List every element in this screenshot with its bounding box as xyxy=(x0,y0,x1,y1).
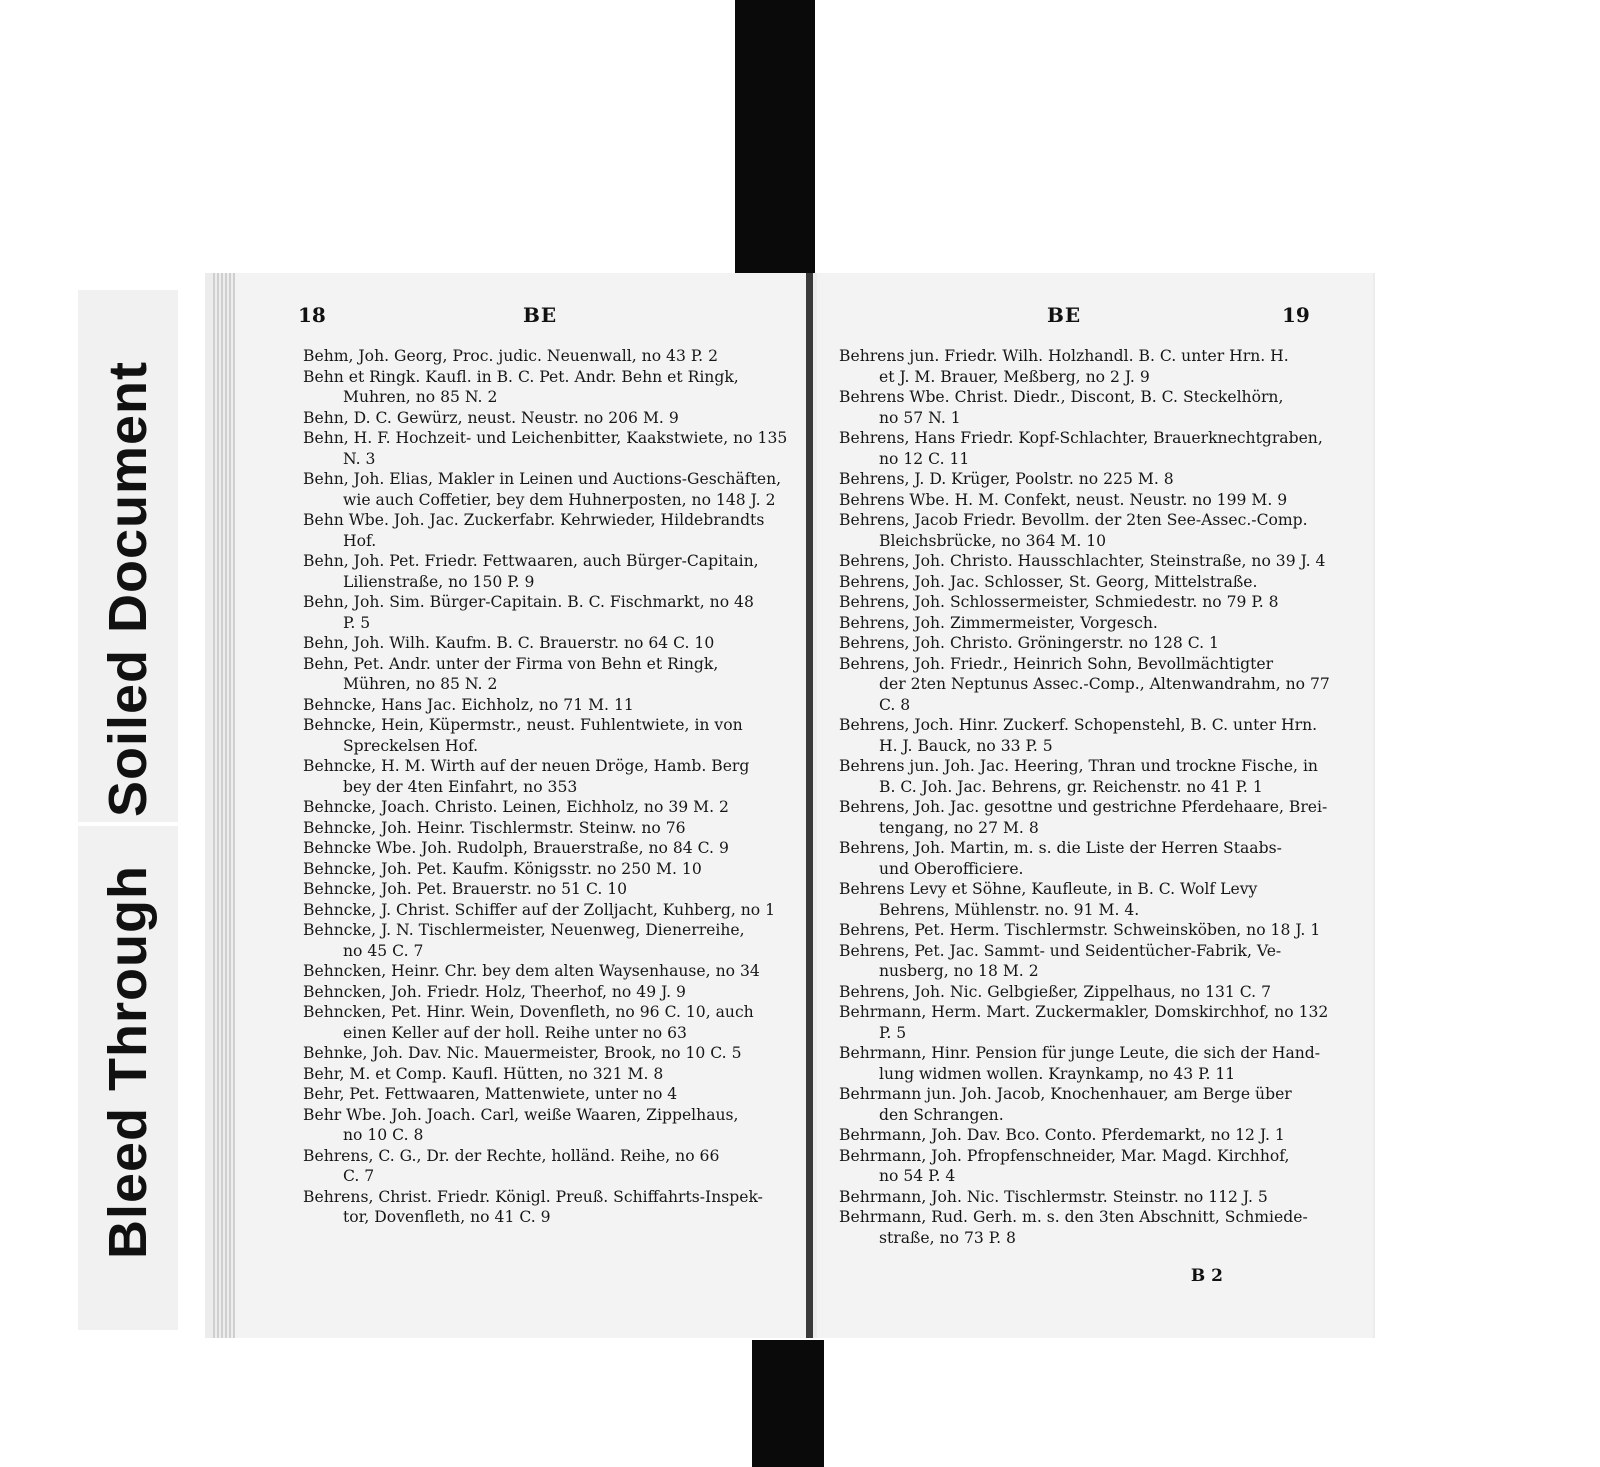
entry-continuation: lung widmen wollen. Kraynkamp, no 43 P. 11 xyxy=(879,1064,1236,1083)
right-page xyxy=(817,273,1373,1338)
directory-entry xyxy=(303,879,803,900)
entry-line: Behncke, Joh. Heinr. Tischlermstr. Steinw. no 76 xyxy=(303,818,686,837)
entry-continuation: no 45 C. 7 xyxy=(343,941,424,960)
entry-line: Behrens, Joh. Christo. Gröningerstr. no 128 C. 1 xyxy=(839,634,1219,652)
left-page xyxy=(213,273,813,1338)
directory-entry xyxy=(303,838,803,859)
directory-entry xyxy=(303,818,803,839)
directory-entry xyxy=(839,1084,1359,1125)
directory-entry xyxy=(303,756,803,797)
directory-entry xyxy=(839,797,1359,838)
directory-entry xyxy=(839,1146,1359,1187)
directory-entry xyxy=(303,859,803,880)
directory-entry xyxy=(839,1043,1359,1084)
directory-entry xyxy=(839,633,1359,654)
entry-line: Behrmann, Joh. Nic. Tischlermstr. Steinstr. no 112 J. 5 xyxy=(839,1187,1268,1206)
directory-entry xyxy=(303,551,803,592)
entry-continuation: Behrens, Mühlenstr. no. 91 M. 4. xyxy=(879,900,1140,919)
directory-entry xyxy=(303,1043,803,1064)
entry-continuation: Bleichsbrücke, no 364 M. 10 xyxy=(879,531,1107,550)
entry-line: Behrens, Joh. Nic. Gelbgießer, Zippelhaus, no 131 C. 7 xyxy=(839,982,1272,1001)
directory-entry xyxy=(303,408,803,429)
entry-continuation: Muhren, no 85 N. 2 xyxy=(343,388,498,406)
entry-line: Behrens Wbe. H. M. Confekt, neust. Neustr. no 199 M. 9 xyxy=(839,490,1288,509)
entry-line: Behr, M. et Comp. Kaufl. Hütten, no 321 M. 8 xyxy=(303,1064,664,1083)
entry-continuation: und Oberofficiere. xyxy=(879,859,1024,878)
signature-mark: B 2 xyxy=(1190,1266,1223,1286)
entry-line: Behn Wbe. Joh. Jac. Zuckerfabr. Kehrwieder, Hildebrandts xyxy=(303,511,765,529)
directory-entry xyxy=(303,1002,803,1043)
entry-line: Behn, Joh. Elias, Makler in Leinen und Auctions-Geschäften, xyxy=(303,470,782,488)
directory-entry xyxy=(839,654,1359,716)
directory-entry xyxy=(303,982,803,1003)
directory-entry xyxy=(303,1084,803,1105)
entry-line: Behrens, Joch. Hinr. Zuckerf. Schopenstehl, B. C. unter Hrn. xyxy=(839,716,1318,734)
entry-line: Behncke Wbe. Joh. Rudolph, Brauerstraße, no 84 C. 9 xyxy=(303,839,729,857)
directory-entry xyxy=(839,387,1359,428)
entry-line: Behnke, Joh. Dav. Nic. Mauermeister, Brook, no 10 C. 5 xyxy=(303,1044,742,1062)
side-label xyxy=(78,290,178,1330)
entry-continuation: C. 8 xyxy=(879,695,911,714)
entry-line: Behrens Levy et Söhne, Kaufleute, in B. C. Wolf Levy xyxy=(839,880,1258,898)
side-label-text xyxy=(97,361,159,1259)
directory-entry xyxy=(839,920,1359,941)
entry-continuation: Mühren, no 85 N. 2 xyxy=(343,675,498,693)
entry-line: Behrens, Pet. Herm. Tischlermstr. Schweinsköben, no 18 J. 1 xyxy=(839,921,1321,939)
entry-line: Behncke, Joach. Christo. Leinen, Eichholz, no 39 M. 2 xyxy=(303,798,729,816)
entry-continuation: Spreckelsen Hof. xyxy=(343,736,479,755)
directory-entry xyxy=(303,1105,803,1146)
directory-entry xyxy=(839,1207,1359,1248)
entry-continuation: no 10 C. 8 xyxy=(343,1126,424,1144)
entry-line: Behn, H. F. Hochzeit- und Leichenbitter, Kaakstwiete, no 135 xyxy=(303,429,788,447)
book-spread xyxy=(205,273,1375,1338)
directory-entry xyxy=(839,1002,1359,1043)
directory-entry xyxy=(839,551,1359,572)
entry-line: Behrens jun. Friedr. Wilh. Holzhandl. B. C. unter Hrn. H. xyxy=(839,347,1289,365)
left-page-number: 18 xyxy=(298,303,326,327)
entry-line: Behrens, Jacob Friedr. Bevollm. der 2ten See-Assec.-Comp. xyxy=(839,511,1308,529)
entry-continuation: tengang, no 27 M. 8 xyxy=(879,818,1039,837)
entry-continuation: Hof. xyxy=(343,531,377,550)
entry-continuation: einen Keller auf der holl. Reihe unter no 63 xyxy=(343,1023,687,1042)
directory-entry xyxy=(303,1064,803,1085)
directory-entry xyxy=(303,920,803,961)
directory-entry xyxy=(303,633,803,654)
entry-line: Behncke, Hans Jac. Eichholz, no 71 M. 11 xyxy=(303,695,634,714)
entry-line: Behr Wbe. Joh. Joach. Carl, weiße Waaren, Zippelhaus, xyxy=(303,1105,739,1124)
label-bleed-through: Bleed Through xyxy=(98,865,158,1260)
entry-line: Behn, Joh. Pet. Friedr. Fettwaaren, auch Bürger-Capitain, xyxy=(303,552,759,570)
entry-line: Behn et Ringk. Kaufl. in B. C. Pet. Andr. Behn et Ringk, xyxy=(303,367,739,386)
label-soiled-document: Soiled Document xyxy=(98,360,158,818)
entry-line: Behm, Joh. Georg, Proc. judic. Neuenwall, no 43 P. 2 xyxy=(303,347,718,365)
entry-line: Behrmann, Hinr. Pension für junge Leute, die sich der Hand- xyxy=(839,1044,1321,1062)
directory-entry xyxy=(839,879,1359,920)
entry-line: Behncke, Joh. Pet. Kaufm. Königsstr. no 250 M. 10 xyxy=(303,859,702,878)
directory-entry xyxy=(839,510,1359,551)
directory-entry xyxy=(839,490,1359,511)
entry-line: Behrmann, Joh. Dav. Bco. Conto. Pferdemarkt, no 12 J. 1 xyxy=(839,1126,1285,1144)
directory-entry xyxy=(303,654,803,695)
directory-entry xyxy=(303,695,803,716)
entry-line: Behr, Pet. Fettwaaren, Mattenwiete, unter no 4 xyxy=(303,1085,678,1103)
directory-entry xyxy=(303,900,803,921)
directory-entry xyxy=(303,1187,803,1228)
directory-entry xyxy=(303,510,803,551)
entry-line: Behn, Pet. Andr. unter der Firma von Behn et Ringk, xyxy=(303,654,719,673)
directory-entry xyxy=(839,469,1359,490)
directory-entry xyxy=(839,1125,1359,1146)
directory-entry xyxy=(303,715,803,756)
directory-entry xyxy=(303,367,803,408)
entry-line: Behrmann, Herm. Mart. Zuckermakler, Domskirchhof, no 132 xyxy=(839,1003,1329,1021)
directory-entry xyxy=(839,756,1359,797)
entry-line: Behn, Joh. Wilh. Kaufm. B. C. Brauerstr. no 64 C. 10 xyxy=(303,634,715,652)
entry-continuation: B. C. Joh. Jac. Behrens, gr. Reichenstr. no 41 P. 1 xyxy=(879,777,1263,796)
entry-line: Behncke, J. Christ. Schiffer auf der Zolljacht, Kuhberg, no 1 xyxy=(303,900,776,919)
entry-line: Behncken, Pet. Hinr. Wein, Dovenfleth, no 96 C. 10, auch xyxy=(303,1003,754,1021)
directory-entry xyxy=(839,982,1359,1003)
directory-entry xyxy=(303,428,803,469)
directory-entry xyxy=(839,838,1359,879)
directory-entry xyxy=(839,715,1359,756)
entry-line: Behn, D. C. Gewürz, neust. Neustr. no 206 M. 9 xyxy=(303,408,679,427)
left-running-head: BE xyxy=(523,303,558,327)
entry-line: Behrens Wbe. Christ. Diedr., Discont, B. C. Steckelhörn, xyxy=(839,388,1284,406)
entry-continuation: no 54 P. 4 xyxy=(879,1167,956,1185)
entry-line: Behrens, Joh. Schlossermeister, Schmiedestr. no 79 P. 8 xyxy=(839,593,1279,611)
label-separator xyxy=(78,822,178,826)
directory-entry xyxy=(839,346,1359,387)
directory-entry xyxy=(303,346,803,367)
entry-line: Behrens, Hans Friedr. Kopf-Schlachter, Brauerknechtgraben, xyxy=(839,429,1323,447)
directory-entry xyxy=(839,613,1359,634)
directory-entry xyxy=(839,428,1359,469)
directory-entry xyxy=(839,572,1359,593)
entry-line: Behrens, Joh. Jac. gesottne und gestrichne Pferdehaare, Brei- xyxy=(839,798,1328,816)
left-entry-list xyxy=(303,346,803,1228)
entry-continuation: wie auch Coffetier, bey dem Huhnerposten, no 148 J. 2 xyxy=(343,490,776,509)
directory-entry xyxy=(303,797,803,818)
entry-continuation: N. 3 xyxy=(343,449,376,468)
entry-continuation: Lilienstraße, no 150 P. 9 xyxy=(343,572,535,591)
entry-line: Behrmann, Rud. Gerh. m. s. den 3ten Abschnitt, Schmiede- xyxy=(839,1208,1308,1226)
entry-line: Behncke, Hein, Küpermstr., neust. Fuhlentwiete, in von xyxy=(303,716,743,734)
entry-continuation: P. 5 xyxy=(343,613,371,632)
entry-line: Behrens, Joh. Martin, m. s. die Liste der Herren Staabs- xyxy=(839,839,1282,857)
entry-continuation: straße, no 73 P. 8 xyxy=(879,1228,1016,1247)
right-running-head: BE xyxy=(1047,303,1082,327)
entry-line: Behrens, J. D. Krüger, Poolstr. no 225 M. 8 xyxy=(839,470,1174,488)
right-page-number: 19 xyxy=(1282,303,1310,327)
directory-entry xyxy=(303,469,803,510)
entry-line: Behrens, Joh. Christo. Hausschlachter, Steinstraße, no 39 J. 4 xyxy=(839,552,1326,570)
entry-continuation: der 2ten Neptunus Assec.-Comp., Altenwandrahm, no 77 xyxy=(879,675,1330,693)
directory-entry xyxy=(839,592,1359,613)
entry-continuation: P. 5 xyxy=(879,1023,907,1042)
entry-line: Behrens, Joh. Friedr., Heinrich Sohn, Bevollmächtigter xyxy=(839,654,1274,673)
entry-line: Behrmann, Joh. Pfropfenschneider, Mar. Magd. Kirchhof, xyxy=(839,1146,1290,1165)
entry-continuation: tor, Dovenfleth, no 41 C. 9 xyxy=(343,1208,551,1226)
entry-line: Behncken, Heinr. Chr. bey dem alten Waysenhause, no 34 xyxy=(303,962,760,980)
book-gutter xyxy=(806,273,813,1338)
entry-continuation: nusberg, no 18 M. 2 xyxy=(879,962,1039,980)
entry-line: Behrmann jun. Joh. Jacob, Knochenhauer, am Berge über xyxy=(839,1085,1292,1103)
directory-entry xyxy=(303,1146,803,1187)
entry-line: Behncken, Joh. Friedr. Holz, Theerhof, no 49 J. 9 xyxy=(303,982,686,1001)
directory-entry xyxy=(839,941,1359,982)
entry-line: Behrens, Joh. Jac. Schlosser, St. Georg, Mittelstraße. xyxy=(839,572,1258,591)
entry-continuation: den Schrangen. xyxy=(879,1105,1004,1124)
entry-continuation: et J. M. Brauer, Meßberg, no 2 J. 9 xyxy=(879,367,1150,386)
tape-bottom xyxy=(752,1340,824,1467)
entry-line: Behrens, C. G., Dr. der Rechte, holländ. Reihe, no 66 xyxy=(303,1146,720,1165)
entry-line: Behrens, Pet. Jac. Sammt- und Seidentücher-Fabrik, Ve- xyxy=(839,941,1282,960)
entry-line: Behncke, H. M. Wirth auf der neuen Dröge, Hamb. Berg xyxy=(303,757,750,775)
entry-continuation: bey der 4ten Einfahrt, no 353 xyxy=(343,777,578,796)
tape-top xyxy=(735,0,815,275)
directory-entry xyxy=(303,592,803,633)
entry-line: Behncke, J. N. Tischlermeister, Neuenweg, Dienerreihe, xyxy=(303,921,745,939)
directory-entry xyxy=(839,1187,1359,1208)
entry-continuation: C. 7 xyxy=(343,1167,375,1185)
entry-line: Behrens jun. Joh. Jac. Heering, Thran und trockne Fische, in xyxy=(839,757,1318,775)
entry-line: Behrens, Christ. Friedr. Königl. Preuß. Schiffahrts-Inspek- xyxy=(303,1187,763,1206)
entry-line: Behncke, Joh. Pet. Brauerstr. no 51 C. 10 xyxy=(303,880,628,898)
entry-continuation: no 57 N. 1 xyxy=(879,408,961,427)
page-edge xyxy=(213,273,235,1338)
entry-line: Behn, Joh. Sim. Bürger-Capitain. B. C. Fischmarkt, no 48 xyxy=(303,593,754,611)
entry-continuation: H. J. Bauck, no 33 P. 5 xyxy=(879,736,1053,755)
directory-entry xyxy=(303,961,803,982)
right-entry-list xyxy=(839,346,1359,1248)
entry-line: Behrens, Joh. Zimmermeister, Vorgesch. xyxy=(839,613,1158,632)
entry-continuation: no 12 C. 11 xyxy=(879,449,970,468)
